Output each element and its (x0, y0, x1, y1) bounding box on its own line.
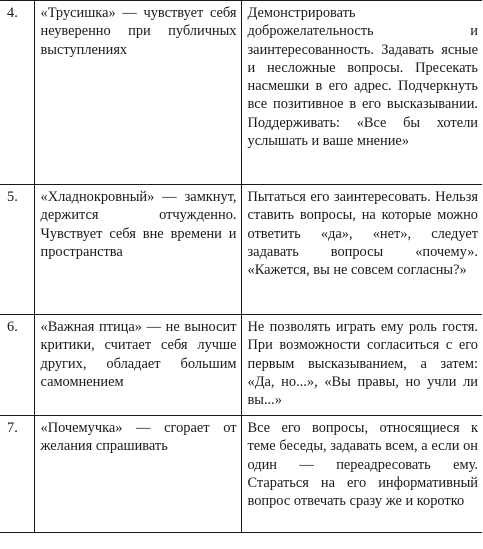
row-number: 4. (0, 1, 34, 185)
participant-type-cell: «Важная птица» — не выносит критики, считает себя лучше других, обладает большим самомнением (34, 315, 241, 416)
recommendation-cell: Все его вопросы, относящиеся к теме беседы, задавать всем, а если он один — переадресовать ему. Стараться на его информативный вопрос отвечать сразу же и коротко (241, 416, 482, 533)
row-number: 5. (0, 185, 34, 315)
recommendation-cell: Пытаться его заинтересовать. Нельзя ставить вопросы, на которые можно ответить «да», «нет», следует задавать вопросы «почему». «Кажется, вы не совсем согласны?» (241, 185, 482, 315)
participant-type-cell: «Трусишка» — чувствует себя неуверенно при публичных выступлениях (34, 1, 241, 185)
table-row (0, 315, 482, 416)
row-number: 6. (0, 315, 34, 416)
row-number: 7. (0, 416, 34, 533)
participant-type-cell: «Хладнокровный» — замкнут, держится отчужденно. Чувствует себя вне времени и пространства (34, 185, 241, 315)
recommendation-cell: Демонстрировать доброжелательность и заинтересованность. Задавать ясные и несложные вопросы. Пресекать насмешки в его адрес. Подчеркнуть все позитивное в его высказывании. Поддерживать: «Все бы хотели услышать и ваше мнение» (241, 1, 482, 185)
participant-type-cell: «Почемучка» — сгорает от желания спрашивать (34, 416, 241, 533)
table-row (0, 1, 482, 185)
table-row (0, 185, 482, 315)
table-row (0, 416, 482, 533)
recommendation-cell: Не позволять играть ему роль гостя. При возможности согласиться с его первым высказыванием, а затем: «Да, но...», «Вы правы, но учли ли вы...» (241, 315, 482, 416)
